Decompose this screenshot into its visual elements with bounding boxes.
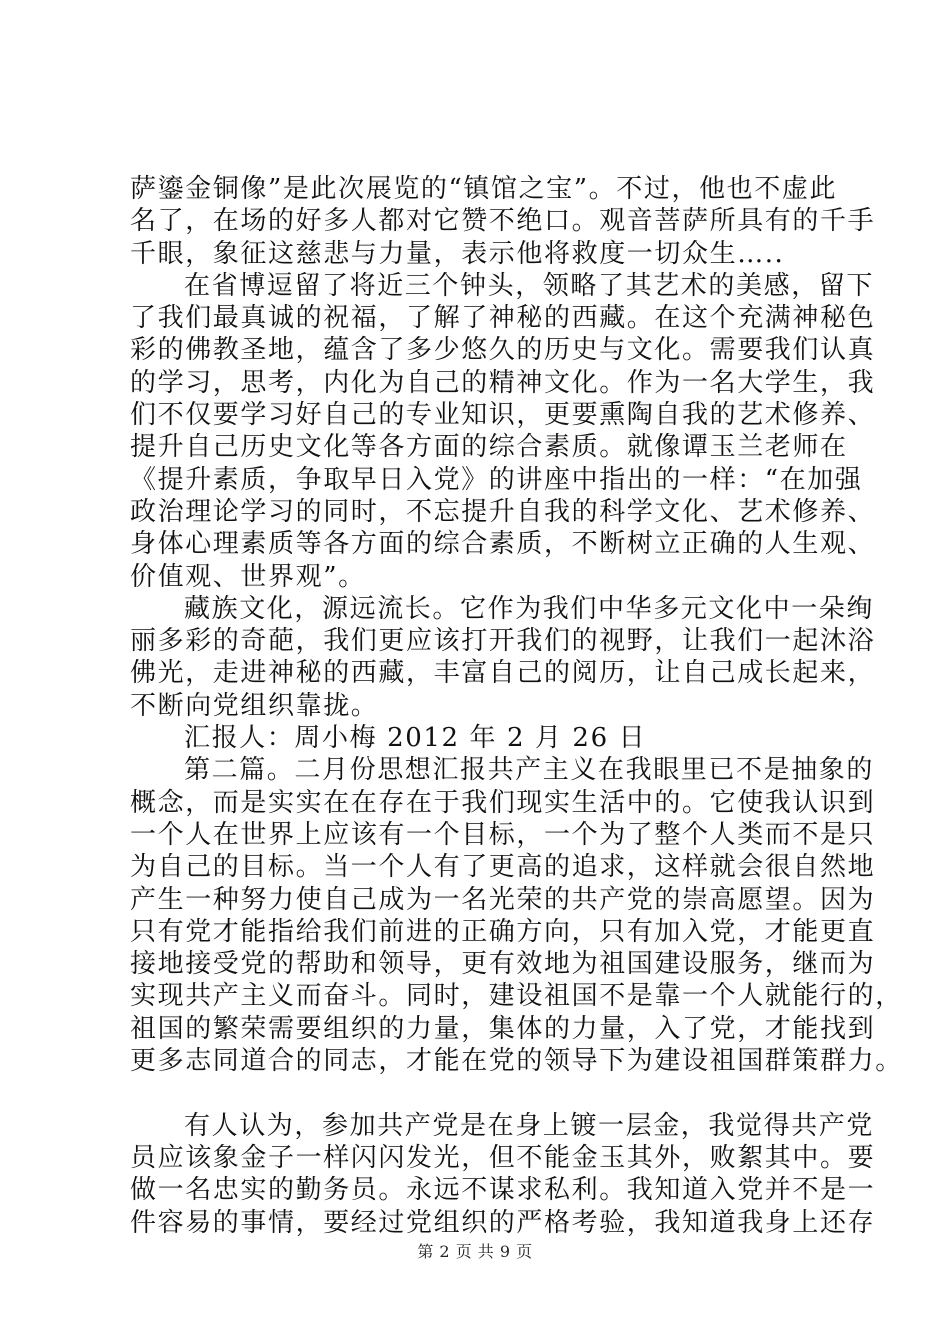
- text-line: 千眼，象征这慈悲与力量，表示他将救度一切众生….．: [130, 238, 803, 269]
- text-line: 在省博逗留了将近三个钟头，领略了其艺术的美感，留下: [184, 270, 875, 301]
- text-line: 做一名忠实的勤务员。永远不谋求私利。我知道入党并不是一: [130, 1175, 876, 1206]
- text-line: 身体心理素质等各方面的综合素质，不断树立正确的人生观、: [130, 529, 876, 560]
- text-line: 藏族文化，源远流长。它作为我们中华多元文化中一朵绚: [184, 593, 875, 624]
- text-line: 《提升素质，争取早日入党》的讲座中指出的一样：“在加强: [130, 464, 863, 495]
- text-line: 只有党才能指给我们前进的正确方向，只有加入党，才能更直: [130, 916, 876, 947]
- text-line: 实现共产主义而奋斗。同时，建设祖国不是靠一个人就能行的，: [130, 981, 903, 1012]
- text-line: 彩的佛教圣地，蕴含了多少悠久的历史与文化。需要我们认真: [130, 335, 876, 366]
- text-line: 祖国的繁荣需要组织的力量，集体的力量，入了党，才能找到: [130, 1013, 876, 1044]
- text-line: 件容易的事情，要经过党组织的严格考验，我知道我身上还存: [130, 1207, 876, 1238]
- blank-line: [130, 1077, 845, 1109]
- text-line: 们不仅要学习好自己的专业知识，更要熏陶自我的艺术修养、: [130, 400, 876, 431]
- text-line: 萨鎏金铜像”是此次展览的“镇馆之宝”。不过，他也不虚此: [130, 174, 838, 204]
- text-line: 丽多彩的奇葩，我们更应该打开我们的视野，让我们一起沐浴: [130, 626, 876, 657]
- text-line: 名了，在场的好多人都对它赞不绝口。观音菩萨所具有的千手: [130, 206, 876, 237]
- document-body: [130, 173, 903, 1239]
- text-line: 一个人在世界上应该有一个目标，一个为了整个人类而不是只: [130, 819, 876, 850]
- text-line: 有人认为，参加共产党是在身上镀一层金，我觉得共产党: [184, 1110, 875, 1141]
- text-line: 员应该象金子一样闪闪发光，但不能金玉其外，败絮其中。要: [130, 1142, 876, 1173]
- text-line: 政治理论学习的同时，不忘提升自我的科学文化、艺术修养、: [130, 496, 876, 527]
- text-line: 汇报人：周小梅 2012 年 2 月 26 日: [184, 723, 647, 754]
- text-line: 接地接受党的帮助和领导，更有效地为祖国建设服务，继而为: [130, 949, 876, 980]
- text-line: 提升自己历史文化等各方面的综合素质。就像谭玉兰老师在: [130, 432, 848, 463]
- text-line: 更多志同道合的同志，才能在党的领导下为建设祖国群策群力。: [130, 1046, 903, 1077]
- text-line: 佛光，走进神秘的西藏，丰富自己的阅历，让自己成长起来，: [130, 658, 876, 689]
- page-footer: 第 2 页 共 9 页: [417, 1242, 533, 1261]
- text-line: 第二篇。二月份思想汇报共产主义在我眼里已不是抽象的: [184, 755, 875, 786]
- text-line: 不断向党组织靠拢。: [130, 690, 379, 721]
- text-line: 产生一种努力使自己成为一名光荣的共产党的崇高愿望。因为: [130, 884, 876, 915]
- text-line: 为自己的目标。当一个人有了更高的追求，这样就会很自然地: [130, 852, 876, 883]
- text-line: 价值观、世界观”。: [130, 561, 366, 592]
- text-line: 的学习，思考，内化为自己的精神文化。作为一名大学生，我: [130, 367, 876, 398]
- text-line: 概念，而是实实在在存在于我们现实生活中的。它使我认识到: [130, 787, 876, 818]
- text-line: 了我们最真诚的祝福，了解了神秘的西藏。在这个充满神秘色: [130, 303, 876, 334]
